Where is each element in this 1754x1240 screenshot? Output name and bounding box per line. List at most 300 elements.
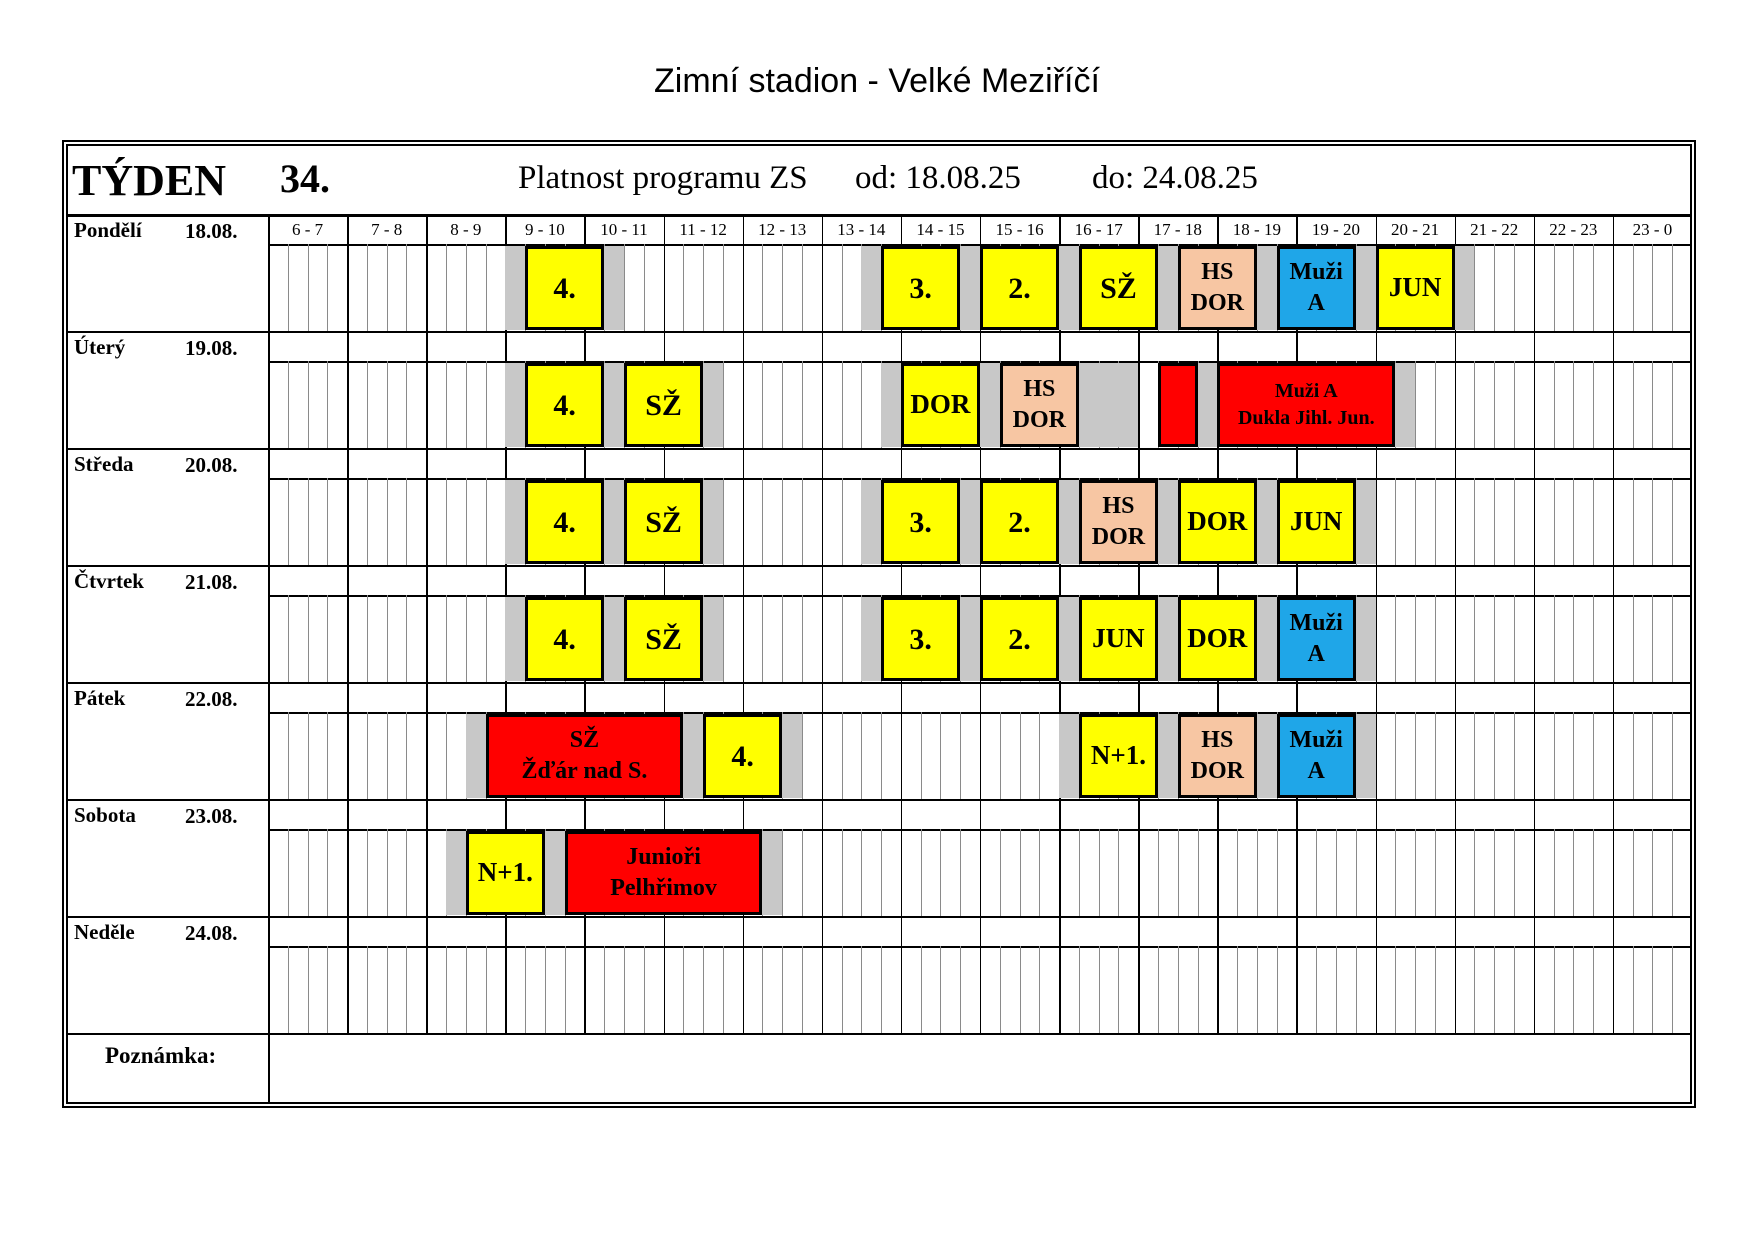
quarter-line [1474,478,1475,565]
quarter-line [1593,712,1594,799]
ice-preparation-block [1158,246,1178,330]
hour-divider [1534,214,1536,1033]
quarter-line [387,829,388,916]
quarter-line [1435,478,1436,565]
quarter-line [1672,361,1673,448]
schedule-event [1277,714,1356,798]
quarter-line [1395,478,1396,565]
quarter-line [1514,946,1515,1033]
schedule-event [980,597,1059,681]
quarter-line [1099,946,1100,1033]
hour-label: 17 - 18 [1153,220,1202,239]
hour-label: 6 - 7 [291,220,324,239]
day-date: 19.08. [185,336,238,360]
ice-preparation-block [1079,363,1138,447]
quarter-line [387,946,388,1033]
quarter-line [1652,478,1653,565]
quarter-line [1514,829,1515,916]
quarter-line [288,946,289,1033]
day-name: Sobota [74,803,136,827]
quarter-line [782,595,783,682]
event-label: A [1307,641,1325,667]
quarter-line [367,244,368,331]
ice-preparation-block [861,597,881,681]
day-name: Pátek [74,686,126,710]
event-label: 4. [553,388,576,422]
quarter-line [1652,595,1653,682]
event-label: 2. [1008,505,1031,539]
quarter-line [921,829,922,916]
quarter-line [1198,946,1199,1033]
valid-from: od: 18.08.25 [855,160,1021,196]
quarter-line [1633,712,1634,799]
quarter-line [1474,829,1475,916]
schedule-event [1178,246,1257,330]
quarter-line [1198,829,1199,916]
schedule-event [881,597,960,681]
quarter-line [1356,829,1357,916]
quarter-line [960,829,961,916]
quarter-line [802,361,803,448]
event-label: 3. [909,622,932,656]
quarter-line [723,244,724,331]
quarter-line [288,244,289,331]
hour-divider [1613,214,1615,1033]
quarter-line [1039,712,1040,799]
quarter-line [1573,478,1574,565]
quarter-line [486,595,487,682]
event-label: DOR [910,389,971,420]
ice-preparation-block [446,831,466,915]
day-name: Středa [74,452,134,476]
hour-label: 7 - 8 [371,220,403,239]
quarter-line [1158,829,1159,916]
valid-to: do: 24.08.25 [1092,160,1258,196]
event-label: SŽ [645,388,682,422]
week-number: 34. [280,156,330,201]
event-label: A [1307,290,1325,316]
quarter-line [960,712,961,799]
hour-label: 22 - 23 [1549,220,1598,239]
hour-divider [1376,214,1378,1033]
quarter-line [921,946,922,1033]
quarter-line [802,244,803,331]
quarter-line [1395,595,1396,682]
event-label: Pelhřimov [610,875,717,901]
event-label: Muži A [1274,380,1338,402]
quarter-line [1494,595,1495,682]
ice-preparation-block [1059,246,1079,330]
ice-preparation-block [1455,246,1475,330]
quarter-line [327,244,328,331]
ice-preparation-block [1198,363,1218,447]
event-label: SŽ [645,505,682,539]
quarter-line [1593,361,1594,448]
quarter-line [327,712,328,799]
quarter-line [1554,946,1555,1033]
quarter-line [406,361,407,448]
quarter-line [1633,478,1634,565]
quarter-line [1474,595,1475,682]
event-label: Žďár nad S. [521,758,648,784]
quarter-line [1672,829,1673,916]
quarter-line [802,829,803,916]
quarter-line [1474,361,1475,448]
quarter-line [762,478,763,565]
schedule-event [525,597,604,681]
quarter-line [387,712,388,799]
day-date: 22.08. [185,687,238,711]
quarter-line [466,595,467,682]
ice-preparation-block [604,597,624,681]
quarter-line [308,361,309,448]
event-label: HS [1201,258,1234,285]
ice-preparation-block [1158,480,1178,564]
schedule-event [1079,714,1158,798]
quarter-line [1573,829,1574,916]
quarter-line [1514,361,1515,448]
quarter-line [1593,829,1594,916]
quarter-line [1395,712,1396,799]
ice-preparation-block [1356,480,1376,564]
quarter-line [1593,595,1594,682]
hour-label: 20 - 21 [1391,220,1440,239]
quarter-line [1000,829,1001,916]
ice-preparation-block [960,246,980,330]
quarter-line [1633,829,1634,916]
quarter-line [842,946,843,1033]
event-label: DOR [1187,506,1248,537]
quarter-line [1039,946,1040,1033]
quarter-line [466,946,467,1033]
day-separator-line [66,916,1692,918]
quarter-line [308,595,309,682]
quarter-line [406,478,407,565]
quarter-line [1494,946,1495,1033]
schedule-event [1277,597,1356,681]
quarter-line [387,478,388,565]
quarter-line [1415,946,1416,1033]
quarter-line [683,946,684,1033]
quarter-line [762,595,763,682]
event-label: SŽ [569,726,600,753]
quarter-line [842,712,843,799]
quarter-line [1099,829,1100,916]
schedule-event [703,714,782,798]
ice-preparation-block [1257,597,1277,681]
schedule-event [466,831,545,915]
day-separator-line [66,799,1692,801]
quarter-line [1257,829,1258,916]
quarter-line [624,946,625,1033]
day-date: 18.08. [185,219,238,243]
ice-preparation-block [505,363,525,447]
ice-preparation-block [1395,363,1415,447]
quarter-line [1316,829,1317,916]
quarter-line [446,595,447,682]
quarter-line [1554,712,1555,799]
quarter-line [288,829,289,916]
day-name: Pondělí [74,218,142,242]
quarter-line [940,946,941,1033]
week-label: TÝDEN [72,156,227,205]
quarter-line [1395,829,1396,916]
page-title: Zimní stadion - Velké Meziříčí [654,62,1100,100]
quarter-line [1652,946,1653,1033]
quarter-line [1178,829,1179,916]
note-area [270,1040,1680,1098]
quarter-line [446,478,447,565]
quarter-line [1672,712,1673,799]
quarter-line [367,595,368,682]
event-label: JUN [1289,506,1343,537]
quarter-line [782,361,783,448]
quarter-line [486,244,487,331]
quarter-line [1336,946,1337,1033]
quarter-line [545,946,546,1033]
quarter-line [723,946,724,1033]
ice-preparation-block [505,480,525,564]
quarter-line [1474,244,1475,331]
quarter-line [1573,946,1574,1033]
ice-preparation-block [861,480,881,564]
quarter-line [387,595,388,682]
quarter-line [940,829,941,916]
quarter-line [1514,595,1515,682]
quarter-line [1652,829,1653,916]
ice-preparation-block [1059,480,1079,564]
hour-label: 9 - 10 [525,220,565,239]
quarter-line [921,712,922,799]
schedule-event [901,363,980,447]
quarter-line [1020,712,1021,799]
hour-label: 12 - 13 [758,220,807,239]
ice-preparation-block [703,597,723,681]
quarter-line [308,712,309,799]
quarter-line [703,946,704,1033]
quarter-line [327,946,328,1033]
quarter-line [1573,595,1574,682]
quarter-line [881,946,882,1033]
event-label: A [1307,758,1325,784]
event-label: Dukla Jihl. Jun. [1237,407,1375,429]
quarter-line [1474,712,1475,799]
hour-label: 18 - 19 [1232,220,1281,239]
quarter-line [1633,946,1634,1033]
schedule-event [1178,714,1257,798]
schedule-event [1178,480,1257,564]
quarter-line [1494,478,1495,565]
quarter-line [1514,478,1515,565]
hour-label: 11 - 12 [679,220,727,239]
ice-preparation-block [1059,714,1079,798]
quarter-line [842,361,843,448]
schedule-event [1079,246,1158,330]
day-separator-line [66,682,1692,684]
quarter-line [842,244,843,331]
label-column-divider [268,214,270,1104]
quarter-line [1652,244,1653,331]
quarter-line [1257,946,1258,1033]
quarter-line [1079,946,1080,1033]
quarter-line [406,829,407,916]
schedule-event [1376,246,1455,330]
hour-label: 10 - 11 [600,220,648,239]
quarter-line [762,946,763,1033]
ice-preparation-block [1356,597,1376,681]
quarter-line [842,829,843,916]
quarter-line [446,946,447,1033]
quarter-line [406,712,407,799]
ice-preparation-block [703,363,723,447]
quarter-line [406,595,407,682]
quarter-line [1474,946,1475,1033]
quarter-line [1000,946,1001,1033]
ice-preparation-block [505,597,525,681]
quarter-line [881,712,882,799]
quarter-line [565,946,566,1033]
quarter-line [1494,829,1495,916]
ice-preparation-block [980,363,1000,447]
quarter-line [1079,829,1080,916]
hour-divider [426,214,428,1033]
day-date: 24.08. [185,921,238,945]
day-separator-line [66,565,1692,567]
event-label: Muži [1289,258,1343,285]
quarter-line [1435,361,1436,448]
event-label: Junioři [626,843,701,870]
quarter-line [446,361,447,448]
quarter-line [802,595,803,682]
quarter-line [486,478,487,565]
ice-preparation-block [604,480,624,564]
quarter-line [387,361,388,448]
quarter-line [1277,829,1278,916]
ice-preparation-block [960,597,980,681]
quarter-line [406,946,407,1033]
ice-preparation-block [604,246,624,330]
ice-preparation-block [545,831,565,915]
note-label: Poznámka: [105,1043,217,1068]
quarter-line [466,361,467,448]
quarter-line [1494,712,1495,799]
ice-preparation-block [466,714,486,798]
quarter-line [644,946,645,1033]
hour-label: 15 - 16 [995,220,1044,239]
quarter-line [1672,478,1673,565]
quarter-line [1573,244,1574,331]
quarter-line [1633,361,1634,448]
day-date: 20.08. [185,453,238,477]
schedule-event [486,714,684,798]
quarter-line [1652,712,1653,799]
schedule-event [980,480,1059,564]
event-label: Muži [1289,726,1343,753]
quarter-line [1158,946,1159,1033]
quarter-line [1494,244,1495,331]
schedule-event [1158,363,1198,447]
day-name: Úterý [74,335,126,359]
quarter-line [288,712,289,799]
day-name: Čtvrtek [74,569,144,593]
schedule-event [525,480,604,564]
schedule-event [1000,363,1079,447]
quarter-line [1514,712,1515,799]
quarter-line [1514,244,1515,331]
hour-label: 23 - 0 [1632,220,1673,239]
event-label: HS [1102,492,1135,519]
quarter-line [762,361,763,448]
quarter-line [446,244,447,331]
quarter-line [1554,478,1555,565]
quarter-line [940,712,941,799]
quarter-line [1435,829,1436,916]
validity-label: Platnost programu ZS [518,160,808,196]
hour-label: 19 - 20 [1311,220,1361,239]
event-label: HS [1023,375,1056,402]
quarter-line [1415,829,1416,916]
event-label: JUN [1388,272,1442,303]
event-label: N+1. [1090,740,1146,771]
event-label: SŽ [1100,271,1137,305]
schedule-event [1217,363,1395,447]
quarter-line [1356,946,1357,1033]
quarter-line [1554,829,1555,916]
event-label: 4. [553,271,576,305]
schedule-event [1079,480,1158,564]
ice-preparation-block [1356,246,1376,330]
quarter-line [861,712,862,799]
quarter-line [327,361,328,448]
day-separator-line [66,448,1692,450]
quarter-line [1336,829,1337,916]
quarter-line [288,361,289,448]
hour-label: 21 - 22 [1470,220,1519,239]
event-label: 4. [553,505,576,539]
quarter-line [1118,946,1119,1033]
quarter-line [624,244,625,331]
quarter-line [308,946,309,1033]
event-label: JUN [1092,623,1145,654]
hour-divider [1455,214,1457,1033]
ice-preparation-block [762,831,782,915]
event-label: 4. [553,622,576,656]
ice-preparation-block [960,480,980,564]
quarter-line [1237,946,1238,1033]
event-label: 4. [731,739,754,773]
quarter-line [308,244,309,331]
quarter-line [723,478,724,565]
quarter-line [1435,946,1436,1033]
quarter-line [1672,244,1673,331]
event-label: Muži [1289,609,1343,636]
event-label: SŽ [645,622,682,656]
quarter-line [1593,478,1594,565]
quarter-line [604,946,605,1033]
quarter-line [644,244,645,331]
ice-preparation-block [604,363,624,447]
hour-label: 14 - 15 [916,220,965,239]
quarter-line [1593,244,1594,331]
quarter-line [486,946,487,1033]
quarter-line [1672,946,1673,1033]
day-name: Neděle [74,920,135,944]
event-label: 3. [909,505,932,539]
quarter-line [1633,595,1634,682]
quarter-line [1652,361,1653,448]
quarter-line [960,946,961,1033]
schedule-event [525,363,604,447]
